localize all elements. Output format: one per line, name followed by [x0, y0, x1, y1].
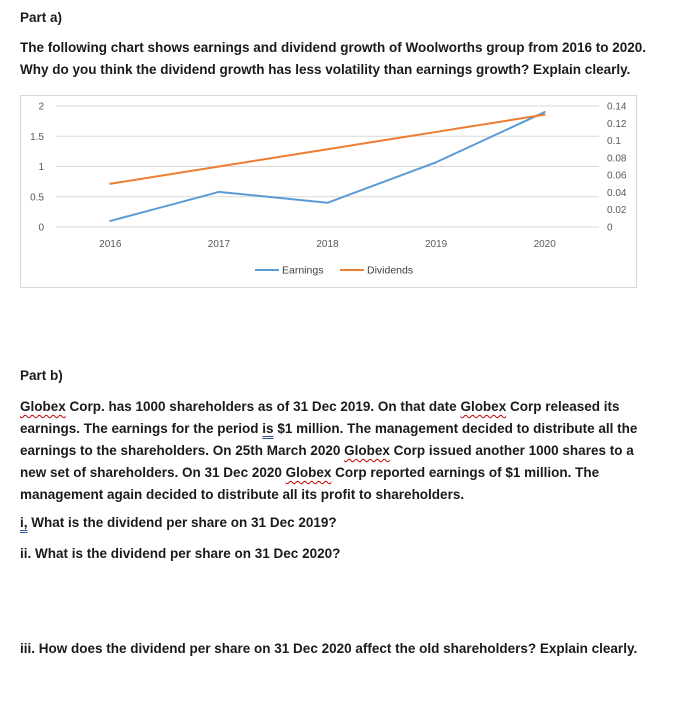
left-axis-tick-label: 0.5: [30, 192, 44, 204]
left-axis-tick-label: 1: [38, 162, 44, 173]
question-i-number: i,: [20, 515, 28, 530]
part-b-heading: Part b): [20, 368, 63, 383]
part-b-line4: [20, 462, 680, 484]
is-word: is: [262, 421, 274, 436]
right-axis-tick-label: 0: [607, 222, 613, 234]
legend-label-dividends: Dividends: [367, 264, 414, 277]
globex-word: Globex: [344, 443, 390, 458]
part-b-paragraph: [20, 396, 680, 506]
question-i-text: What is the dividend per share on 31 Dec 2019?: [27, 515, 337, 530]
x-axis-tick-label: 2017: [207, 239, 231, 250]
left-axis-tick-label: 1.5: [30, 131, 44, 143]
part-b-line4-text: new set of shareholders. On 31 Dec 2020: [20, 465, 286, 480]
right-axis-tick-label: 0.04: [607, 187, 627, 199]
part-b-line3-text: earnings to the shareholders. On 25th March 2020: [20, 443, 345, 458]
globex-word: Globex: [460, 399, 507, 414]
question-i: [20, 512, 680, 534]
x-axis-tick-label: 2020: [533, 239, 556, 250]
right-axis-tick-label: 0.02: [607, 205, 627, 217]
part-b-line1-text: Corp. has 1000 shareholders as of 31 Dec 2019. On that date: [65, 399, 461, 414]
right-axis-tick-label: 0.12: [607, 118, 627, 130]
part-a-question-line1: The following chart shows earnings and dividend growth of Woolworths group from 2016 to 2020.: [20, 40, 647, 55]
question-iii: iii. How does the dividend per share on 31 Dec 2020 affect the old shareholders? Explain clearly.: [20, 641, 638, 656]
x-axis-tick-label: 2018: [316, 239, 339, 250]
part-a-question-line2: Why do you think the dividend growth has less volatility than earnings growth? Explain clearly.: [20, 62, 631, 77]
left-axis-tick-label: 0: [38, 222, 44, 234]
part-b-line1: [20, 396, 680, 418]
x-axis-tick-label: 2019: [424, 239, 448, 250]
right-axis-tick-label: 0.08: [607, 153, 627, 165]
part-b-line3-end: Corp issued another 1000 shares to a: [389, 443, 634, 458]
left-axis-tick-label: 2: [38, 101, 44, 113]
part-b-line1-end: Corp released its: [506, 399, 620, 414]
part-b-line2-end: $1 million. The management decided to distribute all the: [273, 421, 638, 436]
part-b-line5: management again decided to distribute all its profit to shareholders.: [20, 487, 465, 502]
part-b-line2-text: earnings. The earnings for the period: [20, 421, 263, 436]
part-a-heading: Part a): [20, 10, 63, 25]
part-a-question: [20, 37, 680, 81]
legend-label-earnings: Earnings: [282, 264, 324, 277]
right-axis-tick-label: 0.06: [607, 170, 627, 182]
right-axis-tick-label: 0.1: [607, 136, 621, 148]
right-axis-tick-label: 0.14: [607, 101, 627, 113]
globex-word: Globex: [20, 399, 66, 414]
chart-canvas: [21, 96, 638, 289]
x-axis-tick-label: 2016: [99, 239, 122, 250]
part-b-line4-end: Corp reported earnings of $1 million. The: [331, 465, 600, 480]
globex-word: Globex: [285, 465, 332, 480]
question-ii: ii. What is the dividend per share on 31 Dec 2020?: [20, 546, 341, 561]
earnings-dividends-chart: [20, 95, 637, 288]
part-b-line3: [20, 440, 680, 462]
part-b-line2: [20, 418, 680, 440]
series-line-dividends: [110, 115, 544, 184]
